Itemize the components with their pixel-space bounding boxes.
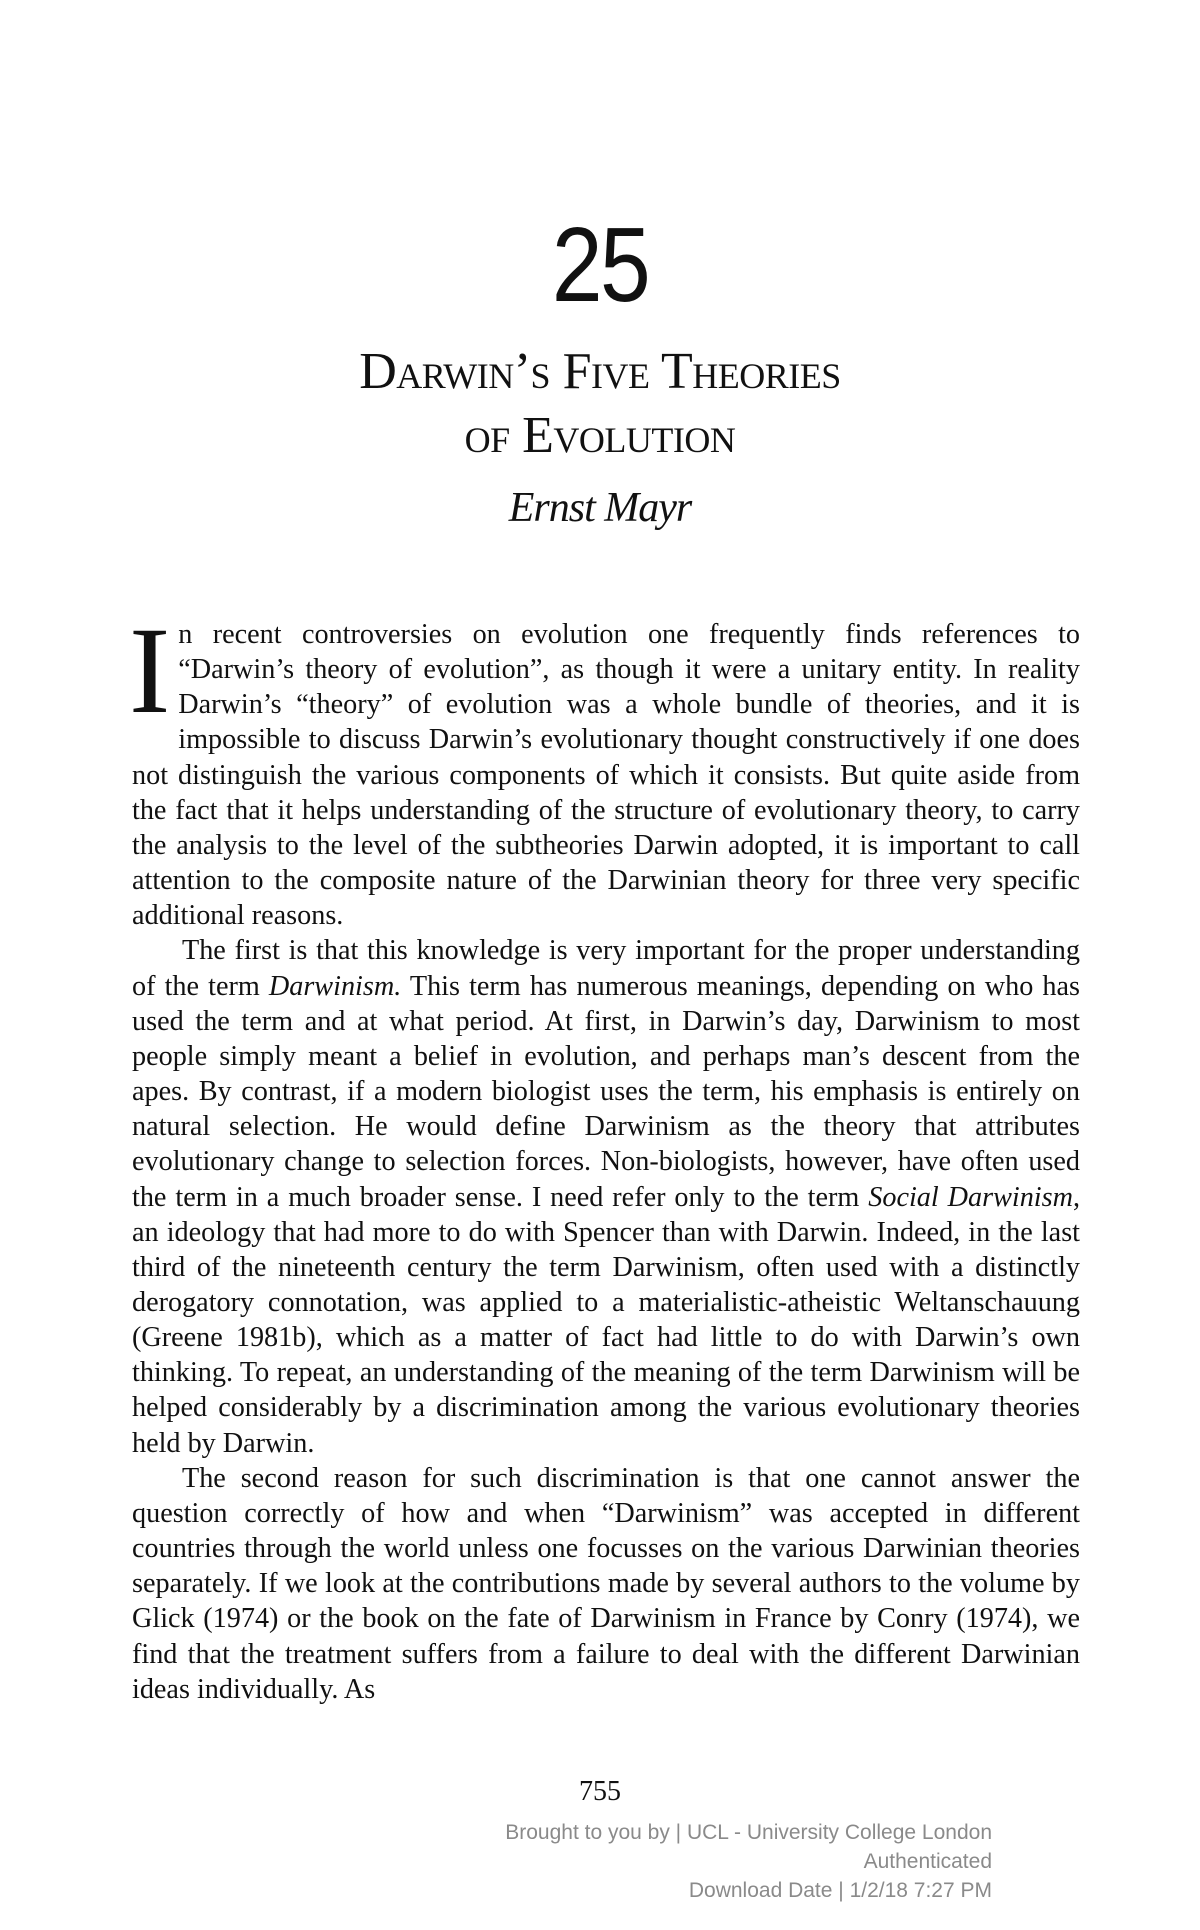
paragraph-2-text-a: The first is that this knowledge is very important for the proper understanding of the term: [132, 935, 1080, 1002]
paragraph-1: [129, 602, 1080, 933]
download-watermark: [505, 1818, 992, 1905]
chapter-number: 25: [551, 206, 649, 324]
paragraph-2: [132, 933, 1080, 1460]
body-text: [129, 602, 1080, 1707]
paragraph-2-text-b: This term has numerous meanings, depending on who has used the term and at what period. At first, in Darwin’s day, Darwinism to most people simply meant a belief in evolution, and perhaps man’s descent from the apes. By contrast, if a modern biologist uses the term, his emphasis is entirely on natural selection. He would define Darwinism as the theory that attributes evolutionary change to selection forces. Non-biologists, however, have often used the term in a much broader sense. I need refer only to the term: [132, 970, 1080, 1213]
watermark-line-2: Authenticated: [863, 1850, 992, 1873]
chapter-title-line-1: Darwin’s Five Theories: [359, 343, 841, 400]
author-name: Ernst Mayr: [508, 485, 692, 531]
chapter-title: [0, 340, 1200, 468]
term-social-darwinism: Social Darwinism: [868, 1181, 1073, 1213]
drop-cap: I: [129, 602, 171, 739]
paragraph-3-text: The second reason for such discrimination is that one cannot answer the question correctly of how and when “Darwinism” was accepted in different countries through the world unless one focusses on the various Darwinian theories separately. If we look at the contributions made by several authors to the volume by Glick (1974) or the book on the fate of Darwinism in France by Conry (1974), we find that the treatment suffers from a failure to deal with the different Darwinian ideas individually. As: [132, 1462, 1080, 1705]
watermark-line-1: Brought to you by | UCL - University College London: [505, 1821, 992, 1844]
paragraph-3: [132, 1461, 1080, 1707]
term-darwinism: Darwinism.: [268, 970, 402, 1002]
chapter-title-line-2: of Evolution: [464, 407, 736, 464]
paragraph-1-text: n recent controversies on evolution one frequently finds references to “Darwin’s theory of evolution”, as though it were a unitary entity. In reality Darwin’s “theory” of evolution was a whole bundle of theories, and it is impossible to discuss Darwin’s evolutionary thought constructively if one does not distinguish the various components of which it consists. But quite aside from the fact that it helps understanding of the structure of evolutionary theory, to carry the analysis to the level of the subtheories Darwin adopted, it is important to call attention to the composite nature of the Darwinian theory for three very specific additional reasons.: [132, 619, 1080, 932]
watermark-line-3: Download Date | 1/2/18 7:27 PM: [688, 1879, 992, 1902]
page-number: 755: [579, 1776, 621, 1807]
paragraph-2-text-c: , an ideology that had more to do with Spencer than with Darwin. Indeed, in the last third of the nineteenth century the term Darwinism, often used with a distinctly derogatory connotation, was applied to a materialistic-atheistic Weltanschauung (Greene 1981b), which as a matter of fact had little to do with Darwin’s own thinking. To repeat, an understanding of the meaning of the term Darwinism will be helped considerably by a discrimination among the various evolutionary theories held by Darwin.: [132, 1181, 1080, 1459]
